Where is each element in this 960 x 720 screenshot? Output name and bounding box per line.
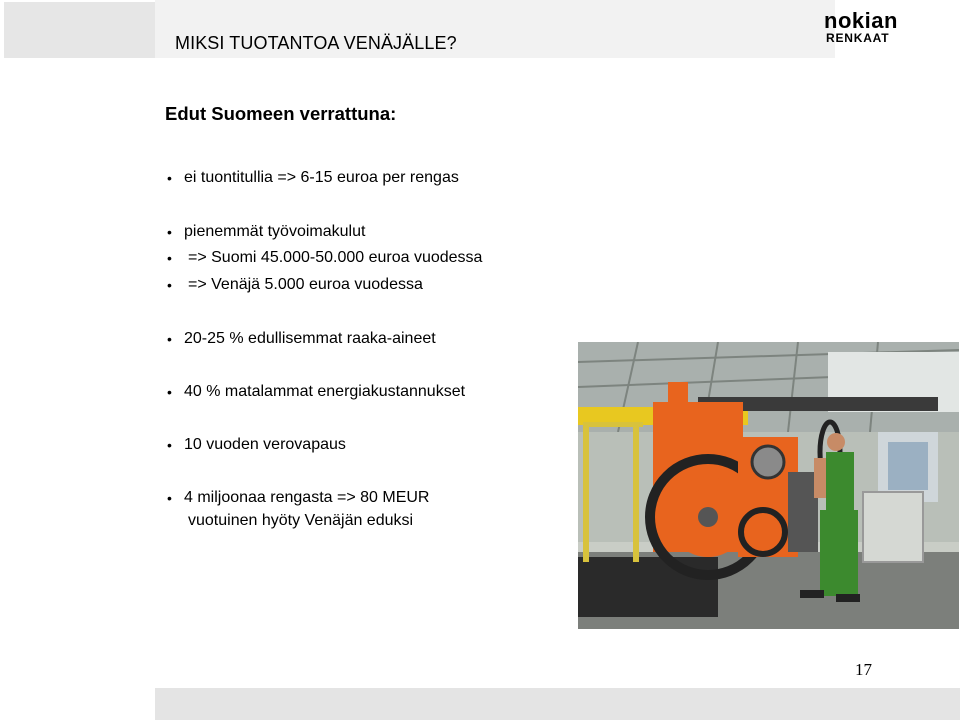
factory-photo <box>578 342 959 629</box>
factory-photo-illustration <box>578 342 959 629</box>
nokian-renkaat-logo <box>824 8 930 45</box>
page-number: 17 <box>855 660 872 679</box>
bullet-dot-icon: • <box>167 170 172 186</box>
bullet-text: ei tuontitullia => 6-15 euroa per rengas <box>184 169 459 186</box>
bullet-text: 10 vuoden verovapaus <box>184 436 346 453</box>
bullet-text: => Suomi 45.000-50.000 euroa vuodessa <box>188 249 483 266</box>
bullet-text: => Venäjä 5.000 euroa vuodessa <box>188 276 423 293</box>
bullet-dot-icon: • <box>167 331 172 347</box>
slide-subtitle: Edut Suomeen verrattuna: <box>165 103 397 124</box>
slide-title: MIKSI TUOTANTOA VENÄJÄLLE? <box>175 33 457 53</box>
bullet-dot-icon: • <box>167 384 172 400</box>
bullet-dot-icon: • <box>167 490 172 506</box>
logo-subtitle: RENKAAT <box>826 31 890 45</box>
bullet-continuation-text: vuotuinen hyöty Venäjän eduksi <box>188 512 414 529</box>
header-decoration-block <box>4 2 155 58</box>
footer-bar <box>155 688 960 720</box>
bullet-text: 4 miljoonaa rengasta => 80 MEUR <box>184 489 430 506</box>
bullet-dot-icon: • <box>167 437 172 453</box>
bullet-text: 40 % matalammat energiakustannukset <box>184 383 466 400</box>
bullet-text: pienemmät työvoimakulut <box>184 223 366 240</box>
bullet-text: 20-25 % edullisemmat raaka-aineet <box>184 330 436 347</box>
logo-wordmark: nokian <box>824 8 898 33</box>
bullet-dot-icon: • <box>167 224 172 240</box>
bullet-dot-icon: • <box>167 250 172 266</box>
bullet-dot-icon: • <box>167 277 172 293</box>
